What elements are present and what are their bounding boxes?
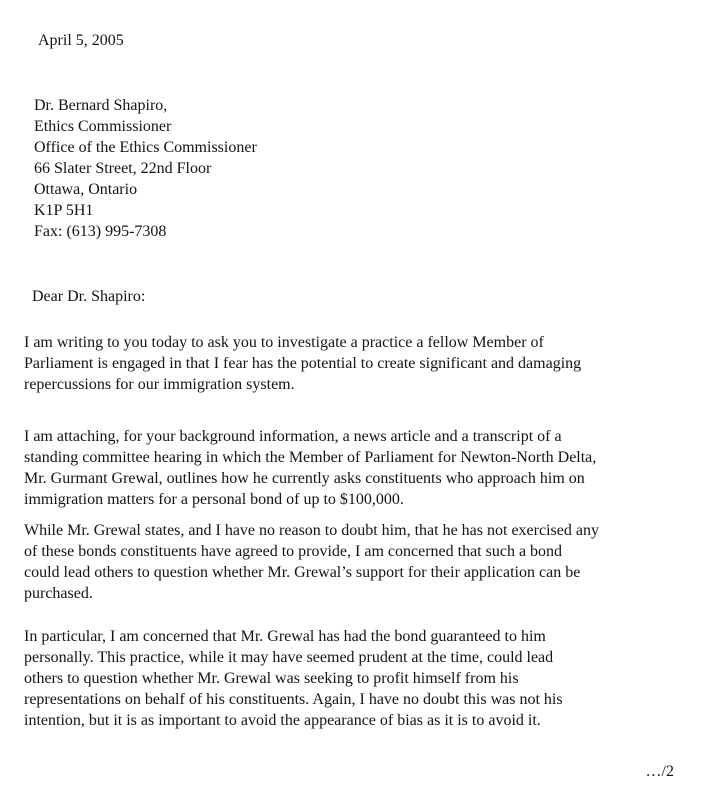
body-paragraph: [24, 626, 700, 731]
address-line: Dr. Bernard Shapiro,: [34, 97, 168, 114]
paragraph-line: immigration matters for a personal bond of up to $100,000.: [24, 491, 404, 508]
address-line: Fax: (613) 995-7308: [34, 223, 167, 240]
paragraph-line: Mr. Gurmant Grewal, outlines how he currently asks constituents who approach him on: [24, 470, 585, 487]
paragraph-line: personally. This practice, while it may have seemed prudent at the time, could lead: [24, 649, 554, 666]
body-paragraph: [24, 426, 700, 510]
paragraph-line: In particular, I am concerned that Mr. Grewal has had the bond guaranteed to him: [24, 628, 546, 645]
address-line: Office of the Ethics Commissioner: [34, 139, 257, 156]
paragraph-line: others to question whether Mr. Grewal was seeking to profit himself from his: [24, 670, 519, 687]
page-continuation-marker: …/2: [645, 763, 674, 780]
body-paragraph: [24, 520, 700, 604]
address-line: 66 Slater Street, 22nd Floor: [34, 160, 212, 177]
address-line: K1P 5H1: [34, 202, 94, 219]
body-paragraph: [24, 332, 700, 395]
paragraph-line: I am attaching, for your background information, a news article and a transcript of a: [24, 428, 562, 445]
paragraph-line: could lead others to question whether Mr. Grewal’s support for their application can be: [24, 564, 581, 581]
paragraph-line: While Mr. Grewal states, and I have no reason to doubt him, that he has not exercised any: [24, 522, 599, 539]
paragraph-line: purchased.: [24, 585, 93, 602]
address-line: Ethics Commissioner: [34, 118, 172, 135]
paragraph-line: repercussions for our immigration system.: [24, 376, 295, 393]
letter-date: April 5, 2005: [38, 32, 124, 49]
paragraph-line: Parliament is engaged in that I fear has the potential to create significant and damaging: [24, 355, 582, 372]
address-line: Ottawa, Ontario: [34, 181, 138, 198]
recipient-address: [34, 95, 257, 242]
paragraph-line: standing committee hearing in which the Member of Parliament for Newton-North Delta,: [24, 449, 597, 466]
paragraph-line: I am writing to you today to ask you to investigate a practice a fellow Member of: [24, 334, 544, 351]
paragraph-line: of these bonds constituents have agreed to provide, I am concerned that such a bond: [24, 543, 563, 560]
salutation: Dear Dr. Shapiro:: [32, 288, 146, 305]
paragraph-line: intention, but it is as important to avoid the appearance of bias as it is to avoid it.: [24, 712, 541, 729]
paragraph-line: representations on behalf of his constituents. Again, I have no doubt this was not his: [24, 691, 563, 708]
